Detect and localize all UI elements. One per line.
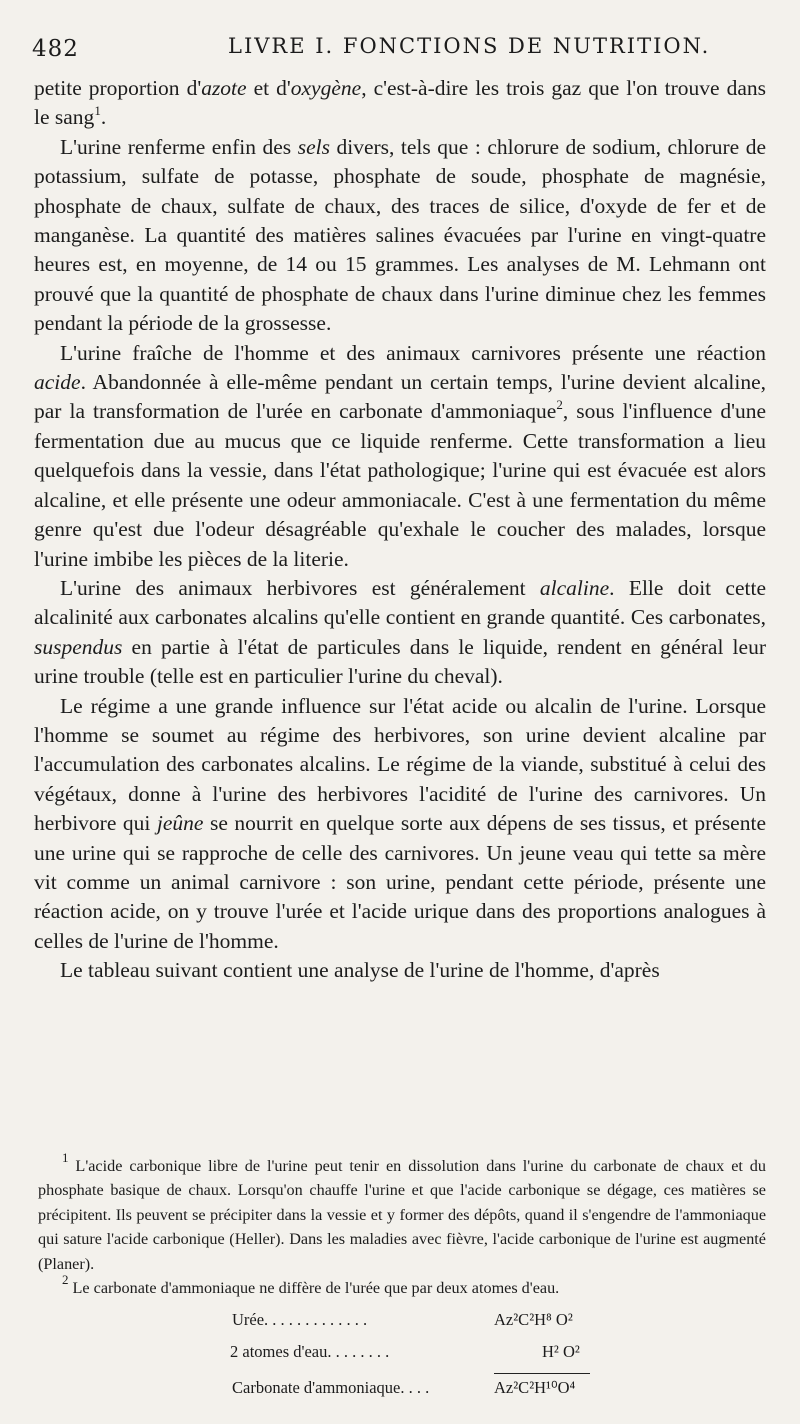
page-number: 482 <box>32 36 79 62</box>
formula-label: Carbonate d'ammoniaque. . . . <box>232 1378 430 1397</box>
formula-value: Az²C²H⁸ O² <box>494 1310 573 1329</box>
footnote-1: $^1$ L'acide carbonique libre de l'urine peut tenir en dissolution dans l'urine du carbonate de chaux et du phosphate basique de chaux. Lorsqu'on chauffe l'urine et que l'acide carbonique se dégage, ces matières se précipitent. Ils peuvent se précipiter dans la vessie et y former des dépôts, quand il s'engendre de l'ammoniaque qui sature l'acide carbonique (Heller). Dans les maladies avec fièvre, l'acide carbonique de l'urine est augmenté (Planer). <box>38 1150 766 1273</box>
main-text <box>34 74 766 986</box>
footnotes <box>38 1150 766 1300</box>
paragraph-1: L'urine renferme enfin des sels divers, tels que : chlorure de sodium, chlorure de potassium, sulfate de potasse, phosphate de soude, phosphate de magnésie, phosphate de chaux, sulfate de chaux, des traces de silice, d'oxyde de fer et de manganèse. La quantité des matières salines évacuées par l'urine en vingt-quatre heures est, en moyenne, de 14 ou 15 grammes. Les analyses de M. Lehmann ont prouvé que la quantité de phosphate de chaux dans l'urine diminue chez les femmes pendant la période de la grossesse. <box>34 134 766 336</box>
paragraph-4: Le régime a une grande influence sur l'état acide ou alcalin de l'urine. Lorsque l'homme se soumet au régime des herbivores, son urine devient alcaline par l'accumulation des carbonates alcalins. Le régime de la viande, substitué à celui des végétaux, donne à l'urine des herbivores l'acidité de l'urine des carnivores. Un herbivore qui jeûne se nourrit en quelque sorte aux dépens de ses tissus, et présente une urine qui se rapproche de celle des carnivores. Un jeune veau qui tette sa mère vit comme un animal carnivore : son urine, pendant cette période, présente une réaction acide, on y trouve l'urée et l'acide urique dans des proportions analogues à celles de l'urine de l'homme. <box>34 693 766 953</box>
running-title: LIVRE I. FONCTIONS DE NUTRITION. <box>228 34 711 58</box>
paragraph-0: petite proportion d'azote et d'oxygène, c'est-à-dire les trois gaz que l'on trouve dans le sang$^1$. <box>34 76 766 130</box>
paragraph-3: L'urine des animaux herbivores est généralement alcaline. Elle doit cette alcalinité aux carbonates alcalins qu'elle contient en grande quantité. Ces carbonates, suspendus en partie à l'état de particules dans le liquide, rendent en général leur urine trouble (telle est en particulier l'urine du cheval). <box>34 575 766 689</box>
footnote-ref-2: 2 <box>556 397 563 413</box>
formula-label: 2 atomes d'eau. . . . . . . . <box>230 1342 390 1361</box>
formula-label: Urée. . . . . . . . . . . . . <box>232 1310 368 1329</box>
paragraph-5: Le tableau suivant contient une analyse de l'urine de l'homme, d'après <box>60 958 660 983</box>
paragraph-2: L'urine fraîche de l'homme et des animaux carnivores présente une réaction acide. Abandonnée à elle-même pendant un certain temps, l'urine devient alcaline, par la transformation de l'urée en carbonate d'ammoniaque$^2$, sous l'influence d'une fermentation due au mucus que ce liquide renferme. Cette transformation a lieu quelquefois dans la vessie, dans l'état pathologique; l'urine qui est évacuée est alors alcaline, et elle présente une odeur ammoniacale. C'est à une fermentation du même genre qu'est due l'odeur désagréable qu'exhale le coucher des malades, lorsque l'urine imbibe les pièces de la literie. <box>34 340 767 571</box>
formula-value: Az²C²H¹⁰O⁴ <box>494 1378 576 1397</box>
footnote-ref-1: 1 <box>94 103 101 119</box>
formula-value: H² O² <box>542 1342 580 1361</box>
sum-rule <box>494 1373 590 1374</box>
running-header <box>30 30 770 64</box>
footnote-2: $^2$ Le carbonate d'ammoniaque ne diffère de l'urée que par deux atomes d'eau. <box>62 1272 560 1298</box>
